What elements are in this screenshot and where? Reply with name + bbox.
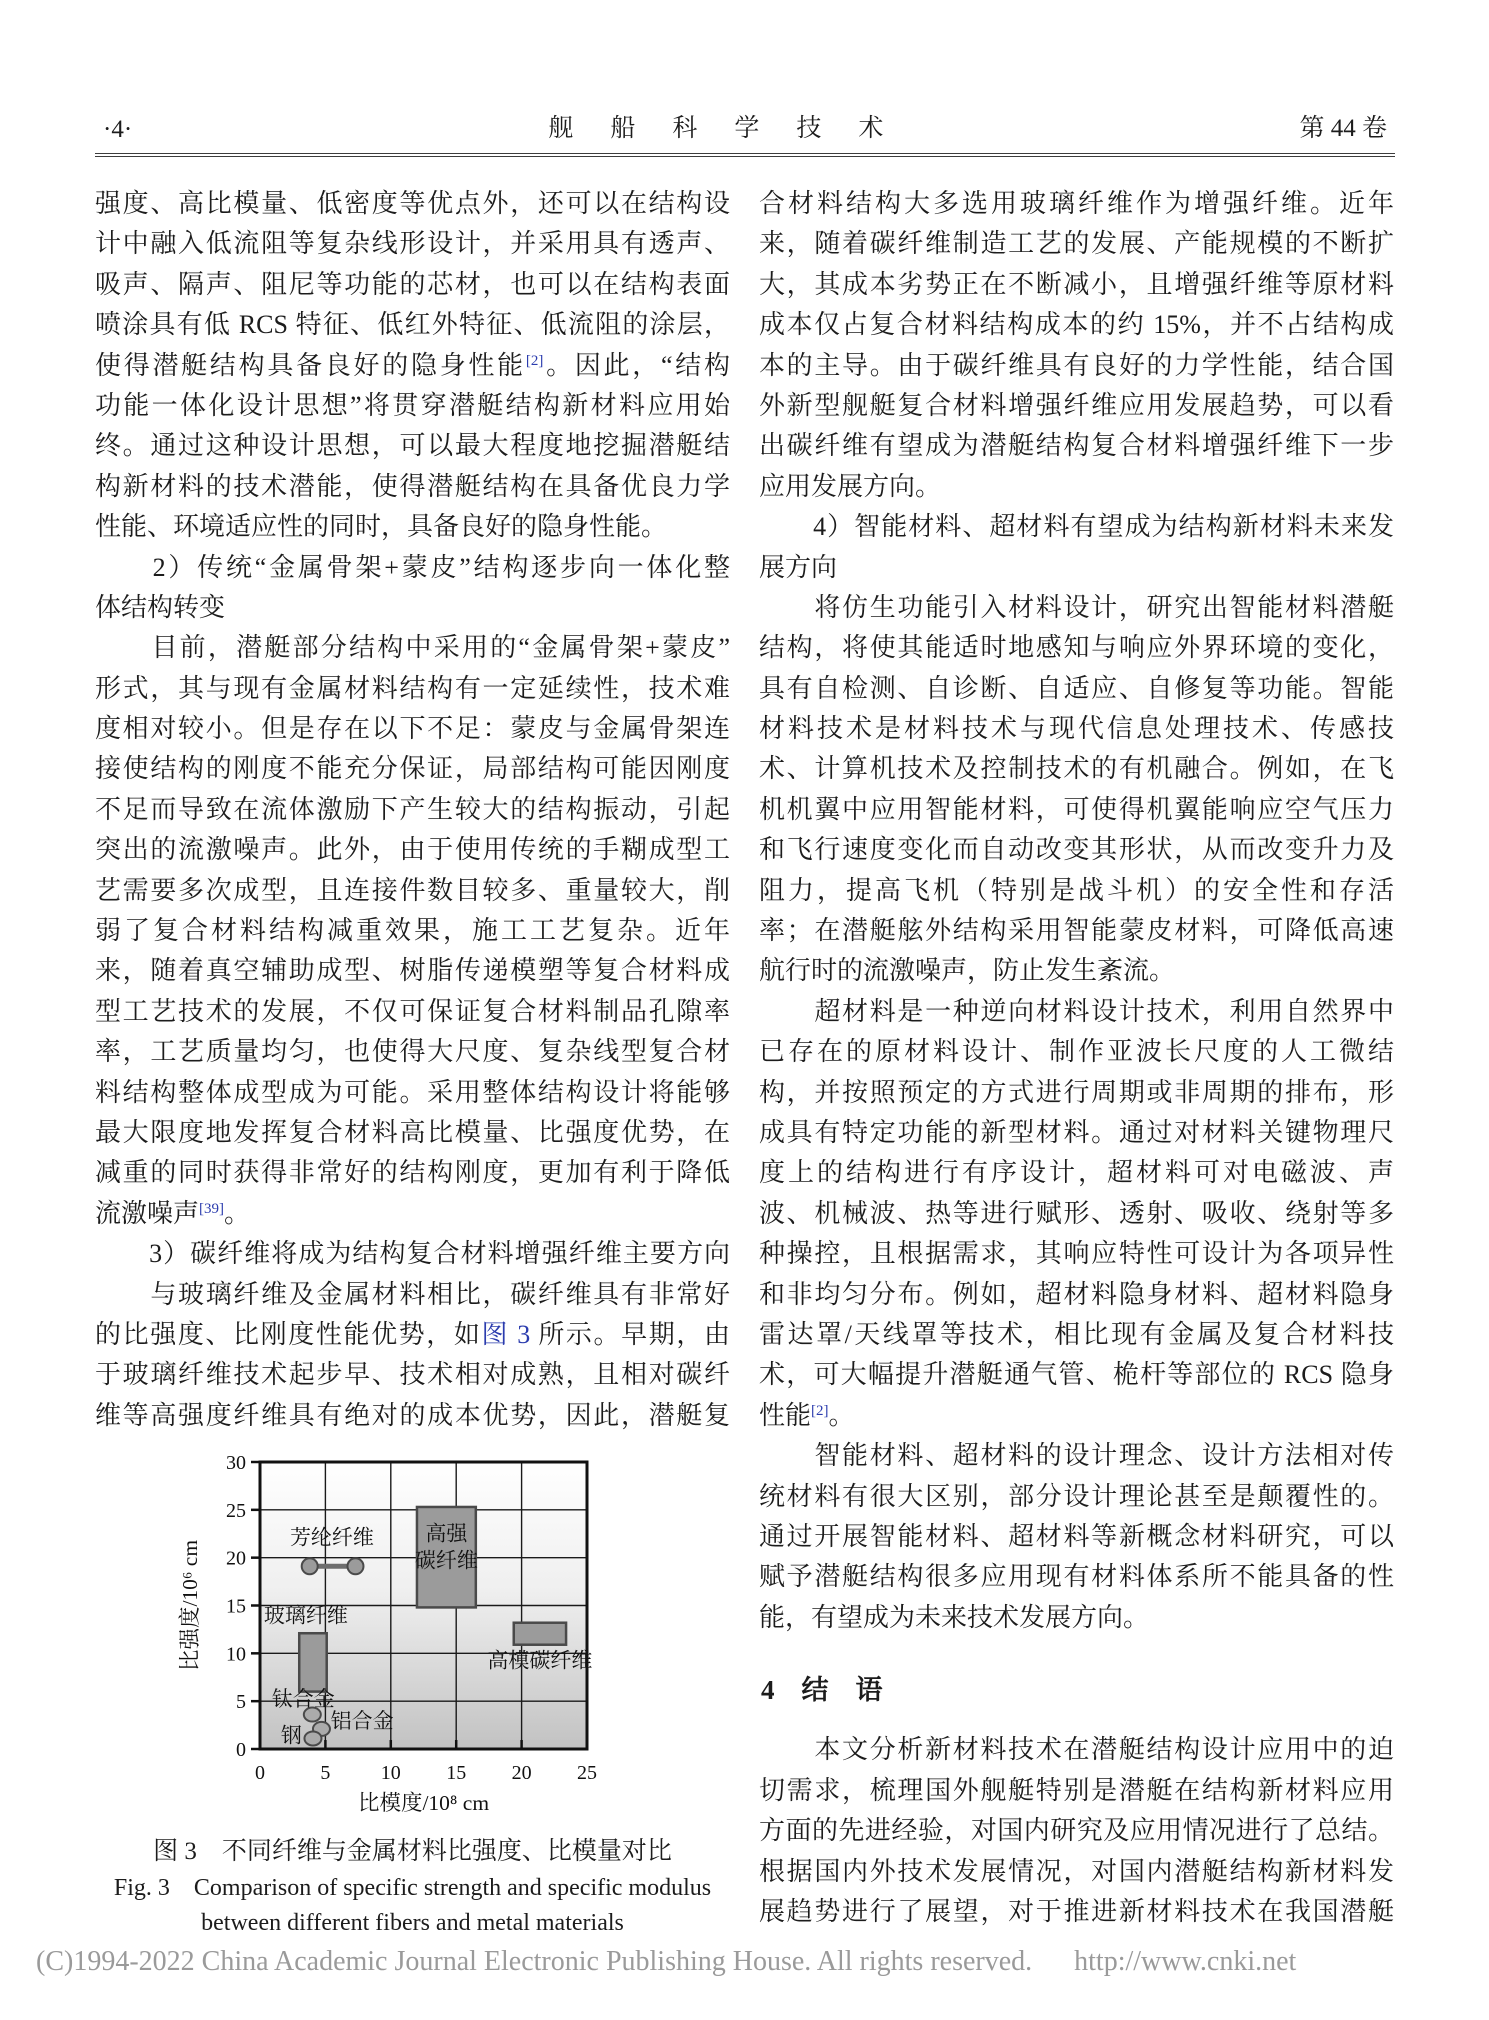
- text-line: 本的主导。由于碳纤维具有良好的力学性能，结合国: [759, 350, 1394, 380]
- text-line: 弱了复合材料结构减重效果，施工工艺复杂。近年: [95, 916, 730, 946]
- text-line: 率，工艺质量均匀，也使得大尺度、复杂线型复合材: [95, 1037, 730, 1067]
- text-line: 结构，将使其能适时地感知与响应外界环境的变化，: [759, 633, 1394, 663]
- y-tick-label: 15: [226, 1595, 246, 1618]
- endpoint-芳纶纤维: [347, 1558, 363, 1574]
- text-line: 机机翼中应用智能材料，可使得机翼能响应空气压力: [759, 794, 1394, 824]
- citation-ref[interactable]: [2]: [525, 352, 544, 369]
- y-axis-title: 比强度/10⁶ cm: [178, 1540, 202, 1672]
- text-line: 外新型舰艇复合材料增强纤维应用发展趋势，可以看: [759, 390, 1394, 420]
- page-number: ·4·: [103, 116, 133, 143]
- two-column-body: [95, 184, 1395, 1941]
- point-钢: [304, 1732, 321, 1746]
- figure-caption-en-line1: Fig. 3 Comparison of specific strength and specific modulus: [113, 1875, 712, 1902]
- figure-3: [95, 1450, 730, 1941]
- text-line: 大，其成本劣势正在不断减小，且增强纤维等原材料: [759, 269, 1394, 299]
- text-line: 喷涂具有低 RCS 特征、低红外特征、低流阻的涂层，: [95, 310, 730, 340]
- left-column-text: [95, 184, 730, 1436]
- text-line: 2）传统“金属骨架+蒙皮”结构逐步向一体化整: [95, 552, 730, 582]
- text-line: 构，并按照预定的方式进行周期或非周期的排布，形: [759, 1077, 1394, 1107]
- text-line: 已存在的原材料设计、制作亚波长尺度的人工微结: [759, 1037, 1394, 1067]
- label-玻璃纤维: 玻璃纤维: [263, 1603, 348, 1628]
- text-line: 合材料结构大多选用玻璃纤维作为增强纤维。近年: [759, 189, 1394, 218]
- region-高模碳纤维: [514, 1623, 566, 1645]
- text-line: 根据国内外技术发展情况，对国内潜艇结构新材料发: [759, 1856, 1394, 1886]
- citation-ref[interactable]: [2]: [811, 1402, 829, 1419]
- text-segment: 。: [828, 1400, 855, 1430]
- text-line: 能，有望成为未来技术发展方向。: [759, 1602, 1150, 1632]
- text-segment: 。: [224, 1198, 251, 1228]
- y-tick-label: 10: [226, 1643, 246, 1666]
- cnki-url-link[interactable]: http://www.cnki.net: [1074, 1946, 1297, 1977]
- text-segment: 所示。早期，由: [530, 1319, 730, 1349]
- section-heading-conclusion: 4 结 语: [761, 1675, 883, 1706]
- text-line: 性能、环境适应性的同时，具备良好的隐身性能。: [95, 512, 668, 542]
- text-line: [759, 1396, 1394, 1436]
- text-segment: 的比强度、比刚度性能优势，如: [95, 1319, 482, 1349]
- citation-ref[interactable]: [39]: [199, 1200, 225, 1217]
- x-tick-label: 0: [255, 1762, 265, 1785]
- page-header: [95, 108, 1395, 157]
- text-line: 强度、高比模量、低密度等优点外，还可以在结构设: [95, 189, 730, 218]
- text-line: 和飞行速度变化而自动改变其形状，从而改变升力及: [759, 835, 1394, 865]
- x-tick-label: 15: [446, 1762, 467, 1785]
- x-tick-label: 5: [320, 1762, 331, 1785]
- text-line: 将仿生功能引入材料设计，研究出智能材料潜艇: [759, 592, 1394, 622]
- x-tick-label: 10: [380, 1762, 401, 1785]
- text-line: 接使结构的刚度不能充分保证，局部结构可能因刚度: [95, 754, 730, 784]
- text-line: 4）智能材料、超材料有望成为结构新材料未来发: [759, 512, 1394, 542]
- text-line: 通过开展智能材料、超材料等新概念材料研究，可以: [759, 1521, 1394, 1551]
- text-line: 方面的先进经验，对国内研究及应用情况进行了总结。: [759, 1816, 1394, 1846]
- right-column-text-lower: [759, 1730, 1394, 1932]
- x-axis-title: 比模度/10⁸ cm: [357, 1791, 490, 1816]
- text-segment: 使得潜艇结构具备良好的隐身性能: [95, 350, 526, 380]
- text-line: 具有自检测、自诊断、自适应、自修复等功能。智能: [759, 673, 1394, 703]
- text-line: 功能一体化设计思想”将贯穿潜艇结构新材料应用始: [95, 390, 730, 420]
- text-line: [95, 1194, 730, 1234]
- text-line: 计中融入低流阻等复杂线形设计，并采用具有透声、: [95, 229, 730, 259]
- y-tick-label: 30: [226, 1452, 246, 1475]
- endpoint-芳纶纤维: [302, 1558, 318, 1574]
- text-line: 目前，潜艇部分结构中采用的“金属骨架+蒙皮”: [95, 633, 730, 663]
- text-line: 雷达罩/天线罩等技术，相比现有金属及复合材料技: [759, 1319, 1394, 1349]
- volume-label: 第 44 卷: [1299, 115, 1387, 142]
- text-line: 与玻璃纤维及金属材料相比，碳纤维具有非常好: [95, 1279, 730, 1309]
- text-line: 吸声、隔声、阻尼等功能的芯材，也可以在结构表面: [95, 269, 730, 299]
- text-line: 阻力，提高飞机（特别是战斗机）的安全性和存活: [759, 875, 1394, 905]
- figure-caption-zh: 图 3 不同纤维与金属材料比强度、比模量对比: [153, 1838, 672, 1866]
- x-tick-label: 20: [511, 1762, 532, 1785]
- text-line: 料结构整体成型成为可能。采用整体结构设计将能够: [95, 1077, 730, 1107]
- text-line: 展方向: [759, 552, 838, 582]
- text-line: 种操控，且根据需求，其响应特性可设计为各项异性: [759, 1239, 1394, 1269]
- text-line: 减重的同时获得非常好的结构刚度，更加有利于降低: [95, 1158, 730, 1188]
- text-line: 度相对较小。但是存在以下不足：蒙皮与金属骨架连: [95, 714, 730, 744]
- label-高强碳纤维: 高强: [425, 1521, 468, 1546]
- text-line: 和非均匀分布。例如，超材料隐身材料、超材料隐身: [759, 1279, 1394, 1309]
- x-tick-label: 25: [577, 1762, 597, 1785]
- text-line: 维等高强度纤维具有绝对的成本优势，因此，潜艇复: [95, 1400, 730, 1430]
- text-line: 率；在潜艇舷外结构采用智能蒙皮材料，可降低高速: [759, 916, 1394, 946]
- text-line: 构新材料的技术潜能，使得潜艇结构在具备优良力学: [95, 471, 730, 501]
- text-line: 术，可大幅提升潜艇通气管、桅杆等部位的 RCS 隐身: [759, 1360, 1394, 1390]
- text-segment: 。因此，“结构: [543, 350, 730, 380]
- text-line: 型工艺技术的发展，不仅可保证复合材料制品孔隙率: [95, 996, 730, 1026]
- text-line: 不足而导致在流体激励下产生较大的结构振动，引起: [95, 794, 730, 824]
- y-tick-label: 0: [236, 1739, 246, 1762]
- text-line: 智能材料、超材料的设计理念、设计方法相对传: [759, 1441, 1394, 1471]
- figure-3-link[interactable]: 图 3: [481, 1319, 531, 1349]
- label-钢: 钢: [280, 1723, 302, 1748]
- figure-3-caption: [95, 1833, 730, 1941]
- text-line: 航行时的流激噪声，防止发生紊流。: [759, 956, 1176, 986]
- text-line: 形式，其与现有金属材料结构有一定延续性，技术难: [95, 673, 730, 703]
- text-line: 统材料有很大区别，部分设计理论甚至是颠覆性的。: [759, 1481, 1394, 1511]
- label-高强碳纤维: 碳纤维: [414, 1548, 478, 1573]
- text-line: 终。通过这种设计思想，可以最大程度地挖掘潜艇结: [95, 431, 730, 461]
- text-line: 体结构转变: [95, 592, 226, 622]
- text-line: [95, 1315, 730, 1355]
- figure-caption-en-line2: between different fibers and metal materials: [201, 1910, 624, 1937]
- text-line: 出碳纤维有望成为潜艇结构复合材料增强纤维下一步: [759, 431, 1394, 461]
- copyright-notice: (C)1994-2022 China Academic Journal Electronic Publishing House. All rights reserved.: [36, 1946, 1033, 1977]
- text-line: 3）碳纤维将成为结构复合材料增强纤维主要方向: [95, 1239, 730, 1269]
- chart-wrap: [175, 1450, 730, 1825]
- label-铝合金: 铝合金: [330, 1709, 394, 1734]
- fiber-metal-comparison-chart: [175, 1450, 695, 1818]
- text-line: 切需求，梳理国外舰艇特别是潜艇在结构新材料应用: [759, 1775, 1394, 1805]
- text-line: [95, 346, 730, 386]
- y-tick-label: 5: [236, 1691, 246, 1714]
- y-tick-label: 20: [226, 1547, 246, 1570]
- text-line: 术、计算机技术及控制技术的有机融合。例如，在飞: [759, 754, 1394, 784]
- text-line: 成本仅占复合材料结构成本的约 15%，并不占结构成: [759, 310, 1394, 340]
- text-line: 艺需要多次成型，且连接件数目较多、重量较大，削: [95, 875, 730, 905]
- text-line: 超材料是一种逆向材料设计技术，利用自然界中: [759, 996, 1394, 1026]
- text-segment: 性能: [759, 1400, 812, 1430]
- page-footer: [36, 1946, 1296, 1978]
- label-高模碳纤维: 高模碳纤维: [487, 1648, 593, 1673]
- label-钛合金: 钛合金: [271, 1687, 335, 1712]
- text-line: 赋予潜艇结构很多应用现有材料体系所不能具备的性: [759, 1562, 1394, 1592]
- text-line: 材料技术是材料技术与现代信息处理技术、传感技: [759, 714, 1394, 744]
- text-line: 突出的流激噪声。此外，由于使用传统的手糊成型工: [95, 835, 730, 865]
- text-line: 来，随着碳纤维制造工艺的发展、产能规模的不断扩: [759, 229, 1394, 259]
- text-line: 应用发展方向。: [759, 471, 942, 501]
- text-line: 波、机械波、热等进行赋形、透射、吸收、绕射等多: [759, 1198, 1394, 1228]
- y-tick-label: 25: [226, 1499, 246, 1522]
- region-玻璃纤维: [299, 1633, 326, 1691]
- journal-title: 舰船科学技术: [548, 115, 921, 142]
- text-line: 最大限度地发挥复合材料高比模量、比强度优势，在: [95, 1117, 730, 1147]
- text-line: 展趋势进行了展望，对于推进新材料技术在我国潜艇: [759, 1897, 1394, 1927]
- text-line: 本文分析新材料技术在潜艇结构设计应用中的迫: [759, 1735, 1394, 1765]
- left-column: [95, 184, 730, 1941]
- right-column-text-upper: [759, 184, 1394, 1638]
- label-芳纶纤维: 芳纶纤维: [289, 1525, 374, 1550]
- text-line: 于玻璃纤维技术起步早、技术相对成熟，且相对碳纤: [95, 1360, 730, 1390]
- text-segment: 流激噪声: [95, 1198, 200, 1228]
- text-line: 来，随着真空辅助成型、树脂传递模塑等复合材料成: [95, 956, 730, 986]
- text-line: 度上的结构进行有序设计，超材料可对电磁波、声: [759, 1158, 1394, 1188]
- text-line: 成具有特定功能的新型材料。通过对材料关键物理尺: [759, 1117, 1394, 1147]
- right-column: [759, 184, 1394, 1941]
